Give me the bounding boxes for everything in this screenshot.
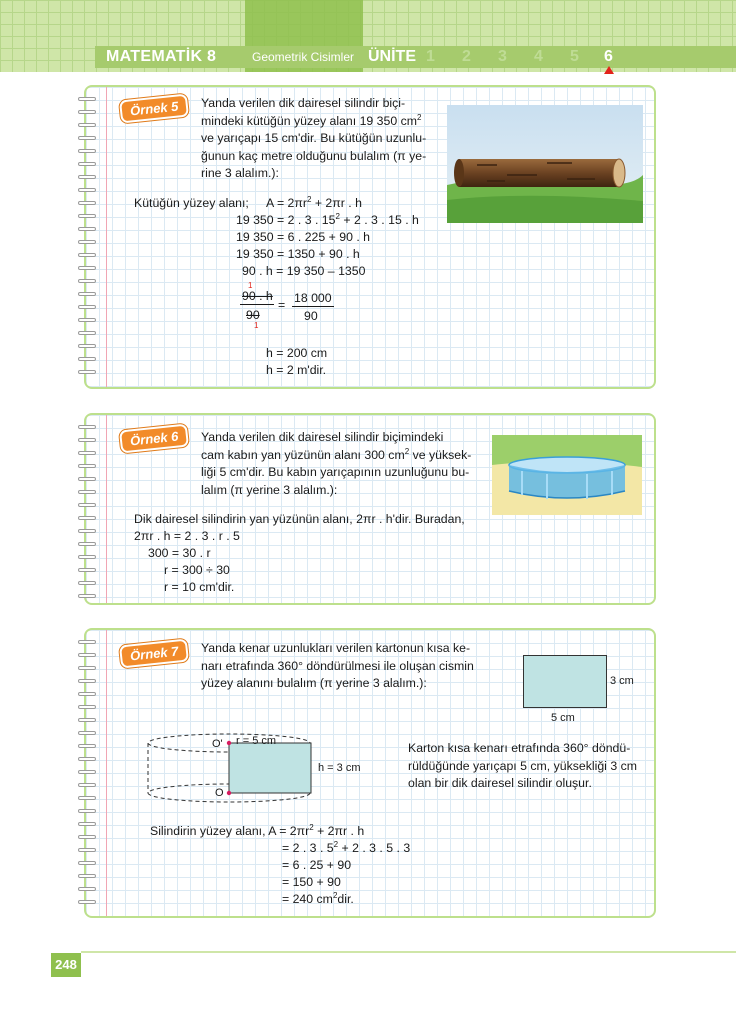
calc-line-1: = 2 . 3 . $5^2 + 2$ . 3 . 5 . 3 (282, 840, 411, 855)
binding-ring-icon (78, 162, 96, 166)
calc-line-2: = 6 . 25 + 90 (282, 858, 352, 872)
cylinder-bottom-center-label: O (215, 787, 224, 799)
binding-ring-icon (78, 477, 96, 481)
binding-ring-icon (78, 175, 96, 179)
binding-ring-icon (78, 666, 96, 670)
cylinder-height-label: h = 3 cm (318, 762, 361, 774)
log-image (447, 105, 643, 223)
binding-ring-icon (78, 757, 96, 761)
cardboard-rectangle (523, 655, 607, 708)
binding-ring-icon (78, 227, 96, 231)
result-line-2: h = 2 m'dir. (266, 363, 327, 377)
binding-ring-icon (78, 705, 96, 709)
binding-ring-icon (78, 542, 96, 546)
binding-ring-icon (78, 640, 96, 644)
binding-ring-icon (78, 822, 96, 826)
binding-ring-icon (78, 318, 96, 322)
example-7-problem-text: Yanda kenar uzunlukları verilen kartonun kısa ke- narı etrafında 360° döndürülmesi ile oluşan cismin yüzey alanını bulalım (π yerine 3 alalım.): (201, 641, 474, 690)
fraction-equals: = (278, 298, 286, 312)
binding-ring-icon (78, 425, 96, 429)
margin-line (106, 415, 107, 603)
formula-line-4: 19 350 = 1350 + 90 . h (236, 247, 360, 261)
equation-line-2: 300 = 30 . r (148, 546, 211, 560)
equation-line-1: 2πr . h = 2 . 3 . r . 5 (134, 529, 240, 543)
binding-ring-icon (78, 490, 96, 494)
fraction-left-bar (240, 304, 274, 305)
binding-ring-icon (78, 149, 96, 153)
cylinder-top-center-label: O' (212, 738, 223, 750)
binding-ring-icon (78, 744, 96, 748)
cylinder-diagram (146, 730, 316, 810)
glass-container-image (492, 435, 642, 515)
binding-ring-icon (78, 835, 96, 839)
binding-ring-icon (78, 529, 96, 533)
calc-line-4: = 240 $cm^2dir$. (282, 891, 354, 906)
binding-ring-icon (78, 809, 96, 813)
binding-ring-icon (78, 679, 96, 683)
binding-ring-icon (78, 331, 96, 335)
unit-number-6-active: 6 (604, 48, 613, 65)
example-5-problem-text: Yanda verilen dik dairesel silindir biçi- mindeki kütüğün yüzey alanı 19 350 $cm^2$ ve yarıçapı 15 cm'dir. Bu kütüğün uzunlu- ğunun kaç metre olduğunu bulalım (π ye- rine 3 alalım.): (201, 96, 427, 180)
page-number: 248 (51, 953, 81, 977)
binding-ring-icon (78, 718, 96, 722)
binding-ring-icon (78, 240, 96, 244)
binding-ring-icon (78, 861, 96, 865)
binding-ring-icon (78, 292, 96, 296)
binding-ring-icon (78, 357, 96, 361)
binding-ring-icon (78, 555, 96, 559)
formula-line-2: 19 350 = 2 . 3 . $15^2 + 2$ . 3 . 15 . h (236, 212, 419, 227)
example-5-badge: Örnek 5 (119, 93, 189, 123)
binding-ring-icon (78, 653, 96, 657)
unit-number-3: 3 (498, 48, 507, 65)
formula-line-3: 19 350 = 6 . 225 + 90 . h (236, 230, 371, 244)
example-7-badge: Örnek 7 (119, 638, 189, 668)
binding-ring-icon (78, 568, 96, 572)
binding-ring-icon (78, 97, 96, 101)
example-6-panel (84, 413, 656, 605)
unit-number-4: 4 (534, 48, 543, 65)
binding-ring-icon (78, 279, 96, 283)
unit-number-5: 5 (570, 48, 579, 65)
binding-ring-icon (78, 438, 96, 442)
binding-ring-icon (78, 848, 96, 852)
binding-ring-icon (78, 783, 96, 787)
binding-ring-icon (78, 874, 96, 878)
binding-ring-icon (78, 305, 96, 309)
book-title: MATEMATİK 8 (106, 48, 217, 65)
lateral-area-explanation: Dik dairesel silindirin yan yüzünün alanı, 2πr . h'dir. Buradan, (134, 512, 465, 526)
binding-ring-icon (78, 188, 96, 192)
binding-ring-icon (78, 201, 96, 205)
formula-line-5: 90 . h = 19 350 – 1350 (242, 264, 366, 278)
fraction-right-numerator: 18 000 (294, 291, 332, 305)
cancel-mark-top: 1 (248, 281, 253, 290)
binding-ring-icon (78, 266, 96, 270)
binding-ring-icon (78, 214, 96, 218)
binding-ring-icon (78, 503, 96, 507)
active-unit-marker-icon (604, 66, 614, 74)
rectangle-width-label: 5 cm (551, 712, 575, 724)
example-6-problem-text: Yanda verilen dik dairesel silindir biçimindeki cam kabın yan yüzünün alanı 300 $cm^2$ ve yüksek- liği 5 cm'dir. Bu kabın yarıçapının uzunluğunu bu- lalım (π yerine 3 alalım.): (201, 430, 472, 497)
equation-line-4: r = 10 cm'dir. (164, 580, 235, 594)
cancel-mark-bottom: 1 (254, 321, 259, 330)
binding-ring-icon (78, 731, 96, 735)
result-line-1: h = 200 cm (266, 346, 328, 360)
margin-line (106, 87, 107, 387)
binding-ring-icon (78, 770, 96, 774)
example-5-panel (84, 85, 656, 389)
example-7-panel (84, 628, 656, 918)
binding-ring-icon (78, 370, 96, 374)
chapter-title: Geometrik Cisimler (252, 50, 355, 64)
surface-area-label: Kütüğün yüzey alanı; (134, 196, 249, 210)
unit-number-2: 2 (462, 48, 471, 65)
unit-number-1: 1 (426, 48, 435, 65)
surface-formula-line: Silindirin yüzey alanı, $A = 2\pi r^2 + 2\pi r$ . h (150, 823, 365, 838)
binding-ring-icon (78, 594, 96, 598)
unit-label: ÜNİTE (368, 48, 416, 65)
rotation-explanation: Karton kısa kenarı etrafında 360° döndü- rüldüğünde yarıçapı 5 cm, yüksekliği 3 cm olan bir dik dairesel silindir oluşur. (408, 741, 637, 790)
fraction-left-denominator: 90 (246, 308, 260, 322)
binding-ring-icon (78, 123, 96, 127)
binding-ring-icon (78, 887, 96, 891)
rectangle-height-label: 3 cm (610, 675, 634, 687)
binding-ring-icon (78, 796, 96, 800)
binding-ring-icon (78, 464, 96, 468)
binding-ring-icon (78, 581, 96, 585)
example-6-badge: Örnek 6 (119, 423, 189, 453)
binding-ring-icon (78, 253, 96, 257)
fraction-right-bar (292, 306, 334, 307)
binding-ring-icon (78, 344, 96, 348)
equation-line-3: r = 300 ÷ 30 (164, 563, 230, 577)
binding-ring-icon (78, 136, 96, 140)
binding-ring-icon (78, 110, 96, 114)
binding-ring-icon (78, 516, 96, 520)
footer-line (81, 951, 736, 953)
binding-ring-icon (78, 451, 96, 455)
margin-line (106, 630, 107, 916)
formula-line-1: $A = 2\pi r^2 + 2\pi r$ . h (266, 195, 362, 210)
fraction-right-denominator: 90 (304, 309, 318, 323)
calc-line-3: = 150 + 90 (282, 875, 341, 889)
binding-ring-icon (78, 692, 96, 696)
cylinder-radius-label: r = 5 cm (236, 735, 277, 747)
fraction-left-numerator: 90 . h (242, 289, 273, 303)
binding-ring-icon (78, 900, 96, 904)
